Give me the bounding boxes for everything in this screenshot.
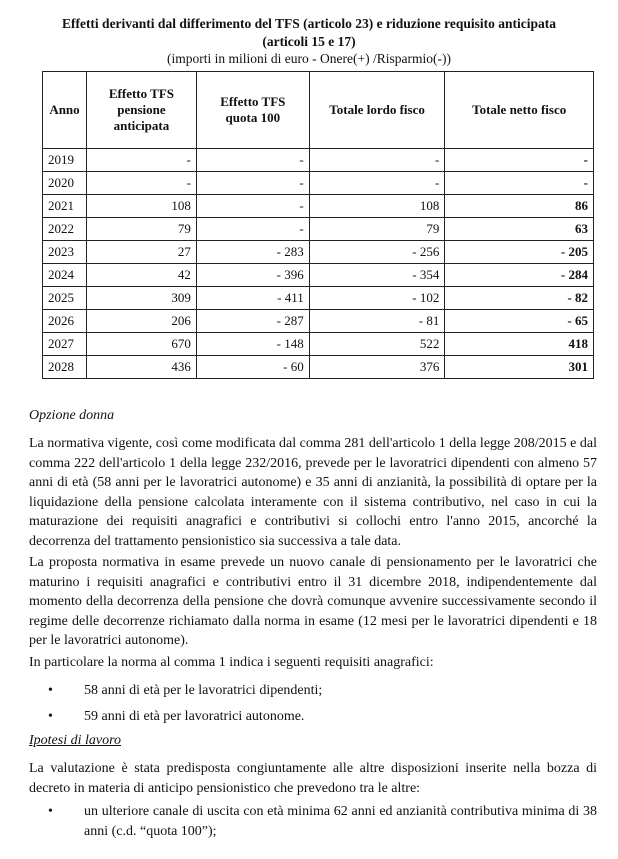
header-effetto-tfs-quota: Effetto TFS quota 100 — [196, 72, 309, 149]
table-row — [43, 218, 594, 241]
cell-effetto-tfs-pensione: 436 — [86, 356, 196, 379]
cell-effetto-tfs-pensione: 309 — [86, 287, 196, 310]
cell-effetto-tfs-pensione: 670 — [86, 333, 196, 356]
cell-effetto-tfs-pensione: - — [86, 172, 196, 195]
cell-anno: 2024 — [43, 264, 87, 287]
cell-effetto-tfs-pensione: - — [86, 149, 196, 172]
cell-totale-lordo: - — [309, 172, 445, 195]
paragraph-valutazione: La valutazione è stata predisposta congiuntamente alle altre disposizioni inserite nella bozza di decreto in materia di anticipo pensionistico che prevedono tra le altre: — [29, 761, 597, 796]
paragraph-normativa-vigente: La normativa vigente, così come modificata dal comma 281 dell'articolo 1 della legge 208/2015 e dal comma 222 dell'articolo 1 della legge 232/2016, prevede per le lavoratrici dipendenti con almeno 57 anni di età (58 anni per le lavoratrici autonome) e 35 anni di anzianità, la possibilità di optare per la liquidazione della pensione calcolata interamente con il sistema contributivo, nel caso in cui la maturazione dei requisiti anagrafici e contributivi si collochi entro l'anno 2015, ancorché la decorrenza del trattamento pensionistico sia successiva a tale data. — [29, 436, 597, 549]
bullet-text: un ulteriore canale di uscita con età minima 62 anni ed anzianità contributiva minima di 38 anni (c.d. “quota 100”); — [84, 804, 597, 839]
cell-totale-lordo: 522 — [309, 333, 445, 356]
cell-anno: 2027 — [43, 333, 87, 356]
cell-totale-lordo: - 81 — [309, 310, 445, 333]
cell-totale-lordo: 376 — [309, 356, 445, 379]
cell-effetto-tfs-quota: - — [196, 149, 309, 172]
table-row — [43, 310, 594, 333]
header-totale-lordo: Totale lordo fisco — [309, 72, 445, 149]
tfs-effects-table — [42, 71, 594, 379]
table-header-row — [43, 72, 594, 149]
cell-totale-lordo: 79 — [309, 218, 445, 241]
cell-effetto-tfs-pensione: 108 — [86, 195, 196, 218]
table-row — [43, 356, 594, 379]
document-title-line1: Effetti derivanti dal differimento del TFS (articolo 23) e riduzione requisito anticipata — [61, 16, 557, 31]
cell-totale-netto: 301 — [445, 356, 594, 379]
cell-totale-netto: - 65 — [445, 310, 594, 333]
cell-effetto-tfs-quota: - 287 — [196, 310, 309, 333]
cell-totale-netto: 63 — [445, 218, 594, 241]
cell-totale-netto: 86 — [445, 195, 594, 218]
cell-effetto-tfs-quota: - — [196, 218, 309, 241]
paragraph-proposta-normativa: La proposta normativa in esame prevede un nuovo canale di pensionamento per le lavoratrici che maturino i requisiti anagrafici e contributivi entro il 31 dicembre 2018, indipendentemente dal momento della decorrenza della pensione che dovrà comunque avvenire successivamente secondo il regime delle decorrenze richiamato dalla norma in esame (12 mesi per le lavoratrici dipendenti e 18 per le lavoratrici autonome). — [29, 555, 597, 649]
cell-effetto-tfs-pensione: 27 — [86, 241, 196, 264]
bullet-text: 59 anni di età per lavoratrici autonome. — [84, 709, 305, 724]
cell-totale-netto: - 82 — [445, 287, 594, 310]
bullet-text: 58 anni di età per le lavoratrici dipendenti; — [84, 683, 323, 698]
cell-totale-netto: - 284 — [445, 264, 594, 287]
cell-effetto-tfs-pensione: 206 — [86, 310, 196, 333]
table-row — [43, 149, 594, 172]
cell-anno: 2022 — [43, 218, 87, 241]
bullet-dot: • — [48, 709, 53, 724]
document-title-line2: (articoli 15 e 17) — [262, 34, 356, 49]
cell-effetto-tfs-quota: - 411 — [196, 287, 309, 310]
table-row — [43, 172, 594, 195]
cell-effetto-tfs-quota: - 283 — [196, 241, 309, 264]
table-row — [43, 264, 594, 287]
cell-anno: 2028 — [43, 356, 87, 379]
document-subtitle: (importi in milioni di euro - Onere(+) /Risparmio(-)) — [167, 51, 451, 66]
bullet-dot: • — [48, 683, 53, 698]
paragraph-requisiti-anagrafici: In particolare la norma al comma 1 indica i seguenti requisiti anagrafici: — [29, 655, 434, 670]
cell-anno: 2020 — [43, 172, 87, 195]
table-row — [43, 195, 594, 218]
table-row — [43, 241, 594, 264]
header-anno: Anno — [43, 72, 87, 149]
cell-anno: 2026 — [43, 310, 87, 333]
cell-totale-lordo: - 256 — [309, 241, 445, 264]
cell-effetto-tfs-quota: - 60 — [196, 356, 309, 379]
cell-anno: 2019 — [43, 149, 87, 172]
cell-anno: 2025 — [43, 287, 87, 310]
cell-totale-lordo: - — [309, 149, 445, 172]
cell-effetto-tfs-pensione: 42 — [86, 264, 196, 287]
cell-totale-lordo: 108 — [309, 195, 445, 218]
cell-effetto-tfs-quota: - — [196, 195, 309, 218]
cell-effetto-tfs-quota: - 148 — [196, 333, 309, 356]
header-totale-netto: Totale netto fisco — [445, 72, 594, 149]
cell-anno: 2023 — [43, 241, 87, 264]
cell-totale-netto: - — [445, 149, 594, 172]
header-effetto-tfs-pensione: Effetto TFS pensione anticipata — [86, 72, 196, 149]
bullet-dot: • — [48, 804, 53, 819]
cell-effetto-tfs-pensione: 79 — [86, 218, 196, 241]
table-row — [43, 333, 594, 356]
table-row — [43, 287, 594, 310]
cell-totale-netto: - 205 — [445, 241, 594, 264]
cell-totale-netto: 418 — [445, 333, 594, 356]
cell-totale-lordo: - 354 — [309, 264, 445, 287]
cell-effetto-tfs-quota: - — [196, 172, 309, 195]
cell-anno: 2021 — [43, 195, 87, 218]
section-ipotesi-di-lavoro: Ipotesi di lavoro — [29, 733, 122, 748]
cell-effetto-tfs-quota: - 396 — [196, 264, 309, 287]
cell-totale-lordo: - 102 — [309, 287, 445, 310]
cell-totale-netto: - — [445, 172, 594, 195]
section-opzione-donna: Opzione donna — [29, 408, 115, 423]
